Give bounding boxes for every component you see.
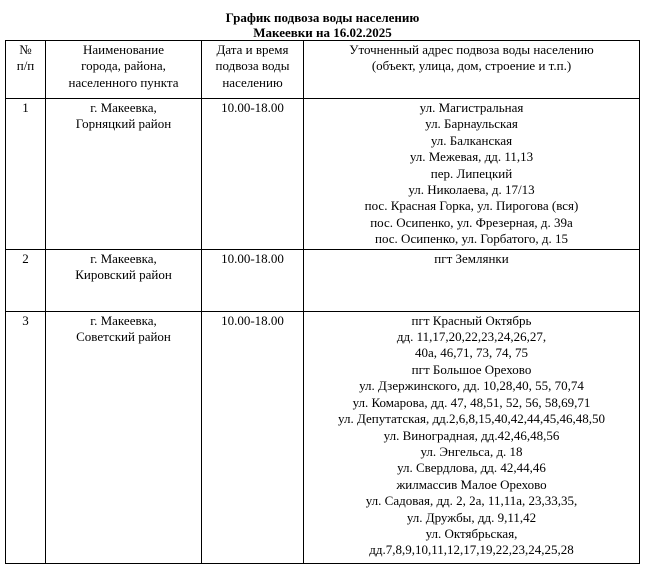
address-line: пос. Осипенко, ул. Горбатого, д. 15 — [375, 231, 568, 247]
address-line: пос. Осипенко, ул. Фрезерная, д. 39а — [370, 214, 573, 230]
row-number: 2 — [6, 249, 46, 311]
title-line-2: Макеевки на 16.02.2025 — [253, 25, 392, 40]
document-title — [0, 10, 645, 40]
address-line: ул. Садовая, дд. 2, 2а, 11,11а, 23,33,35, — [365, 493, 578, 509]
header-name: Наименование города, района, населенного пункта — [46, 41, 202, 99]
table-row — [6, 99, 640, 250]
row-number: 3 — [6, 311, 46, 563]
table-row — [6, 311, 640, 563]
address-line: пер. Липецкий — [430, 165, 513, 181]
header-time: Дата и время подвоза воды населению — [202, 41, 304, 99]
row-addresses — [304, 249, 640, 311]
address-line: ул. Комарова, дд. 47, 48,51, 52, 56, 58,69,71 — [352, 394, 591, 410]
address-line: ул. Балканская — [430, 132, 513, 148]
row-time: 10.00-18.00 — [202, 311, 304, 563]
row-place: г. Макеевка, Горняцкий район — [46, 99, 202, 250]
address-line: ул. Виноградная, дд.42,46,48,56 — [383, 427, 560, 443]
address-line: пгт Землянки — [434, 250, 509, 266]
address-line: дд.7,8,9,10,11,12,17,19,22,23,24,25,28 — [369, 542, 574, 558]
table-row — [6, 249, 640, 311]
row-number: 1 — [6, 99, 46, 250]
address-line: ул. Дзержинского, дд. 10,28,40, 55, 70,74 — [359, 378, 584, 394]
address-line: ул. Октябрьская, — [425, 525, 518, 541]
table-header-row — [6, 41, 640, 99]
address-line: ул. Межевая, дд. 11,13 — [409, 149, 534, 165]
address-line: ул. Энгельса, д. 18 — [420, 443, 523, 459]
header-num: № п/п — [6, 41, 46, 99]
address-line: ул. Магистральная — [419, 100, 524, 115]
address-line: ул. Депутатская, дд.2,6,8,15,40,42,44,45,46,48,50 — [338, 411, 605, 427]
water-delivery-schedule-table — [5, 40, 640, 564]
row-time: 10.00-18.00 — [202, 99, 304, 250]
row-time: 10.00-18.00 — [202, 249, 304, 311]
address-line: ул. Дружбы, дд. 9,11,42 — [406, 509, 537, 525]
address-line: пос. Красная Горка, ул. Пирогова (вся) — [364, 198, 579, 214]
row-addresses — [304, 311, 640, 563]
address-line: ул. Николаева, д. 17/13 — [408, 182, 535, 198]
title-line-1: График подвоза воды населению — [225, 10, 420, 25]
address-line: жилмассив Малое Орехово — [396, 476, 547, 492]
row-place: г. Макеевка, Кировский район — [46, 249, 202, 311]
address-line: ул. Барнаульская — [425, 116, 518, 132]
address-line: пгт Красный Октябрь — [411, 312, 532, 328]
row-place: г. Макеевка, Советский район — [46, 311, 202, 563]
header-address: Уточненный адрес подвоза воды населению (объект, улица, дом, строение и т.п.) — [304, 41, 640, 99]
address-line: 40а, 46,71, 73, 74, 75 — [414, 345, 529, 361]
address-line: пгт Большое Орехово — [411, 361, 532, 377]
address-line: дд. 11,17,20,22,23,24,26,27, — [396, 329, 547, 345]
row-addresses — [304, 99, 640, 250]
address-line: ул. Свердлова, дд. 42,44,46 — [397, 460, 546, 476]
